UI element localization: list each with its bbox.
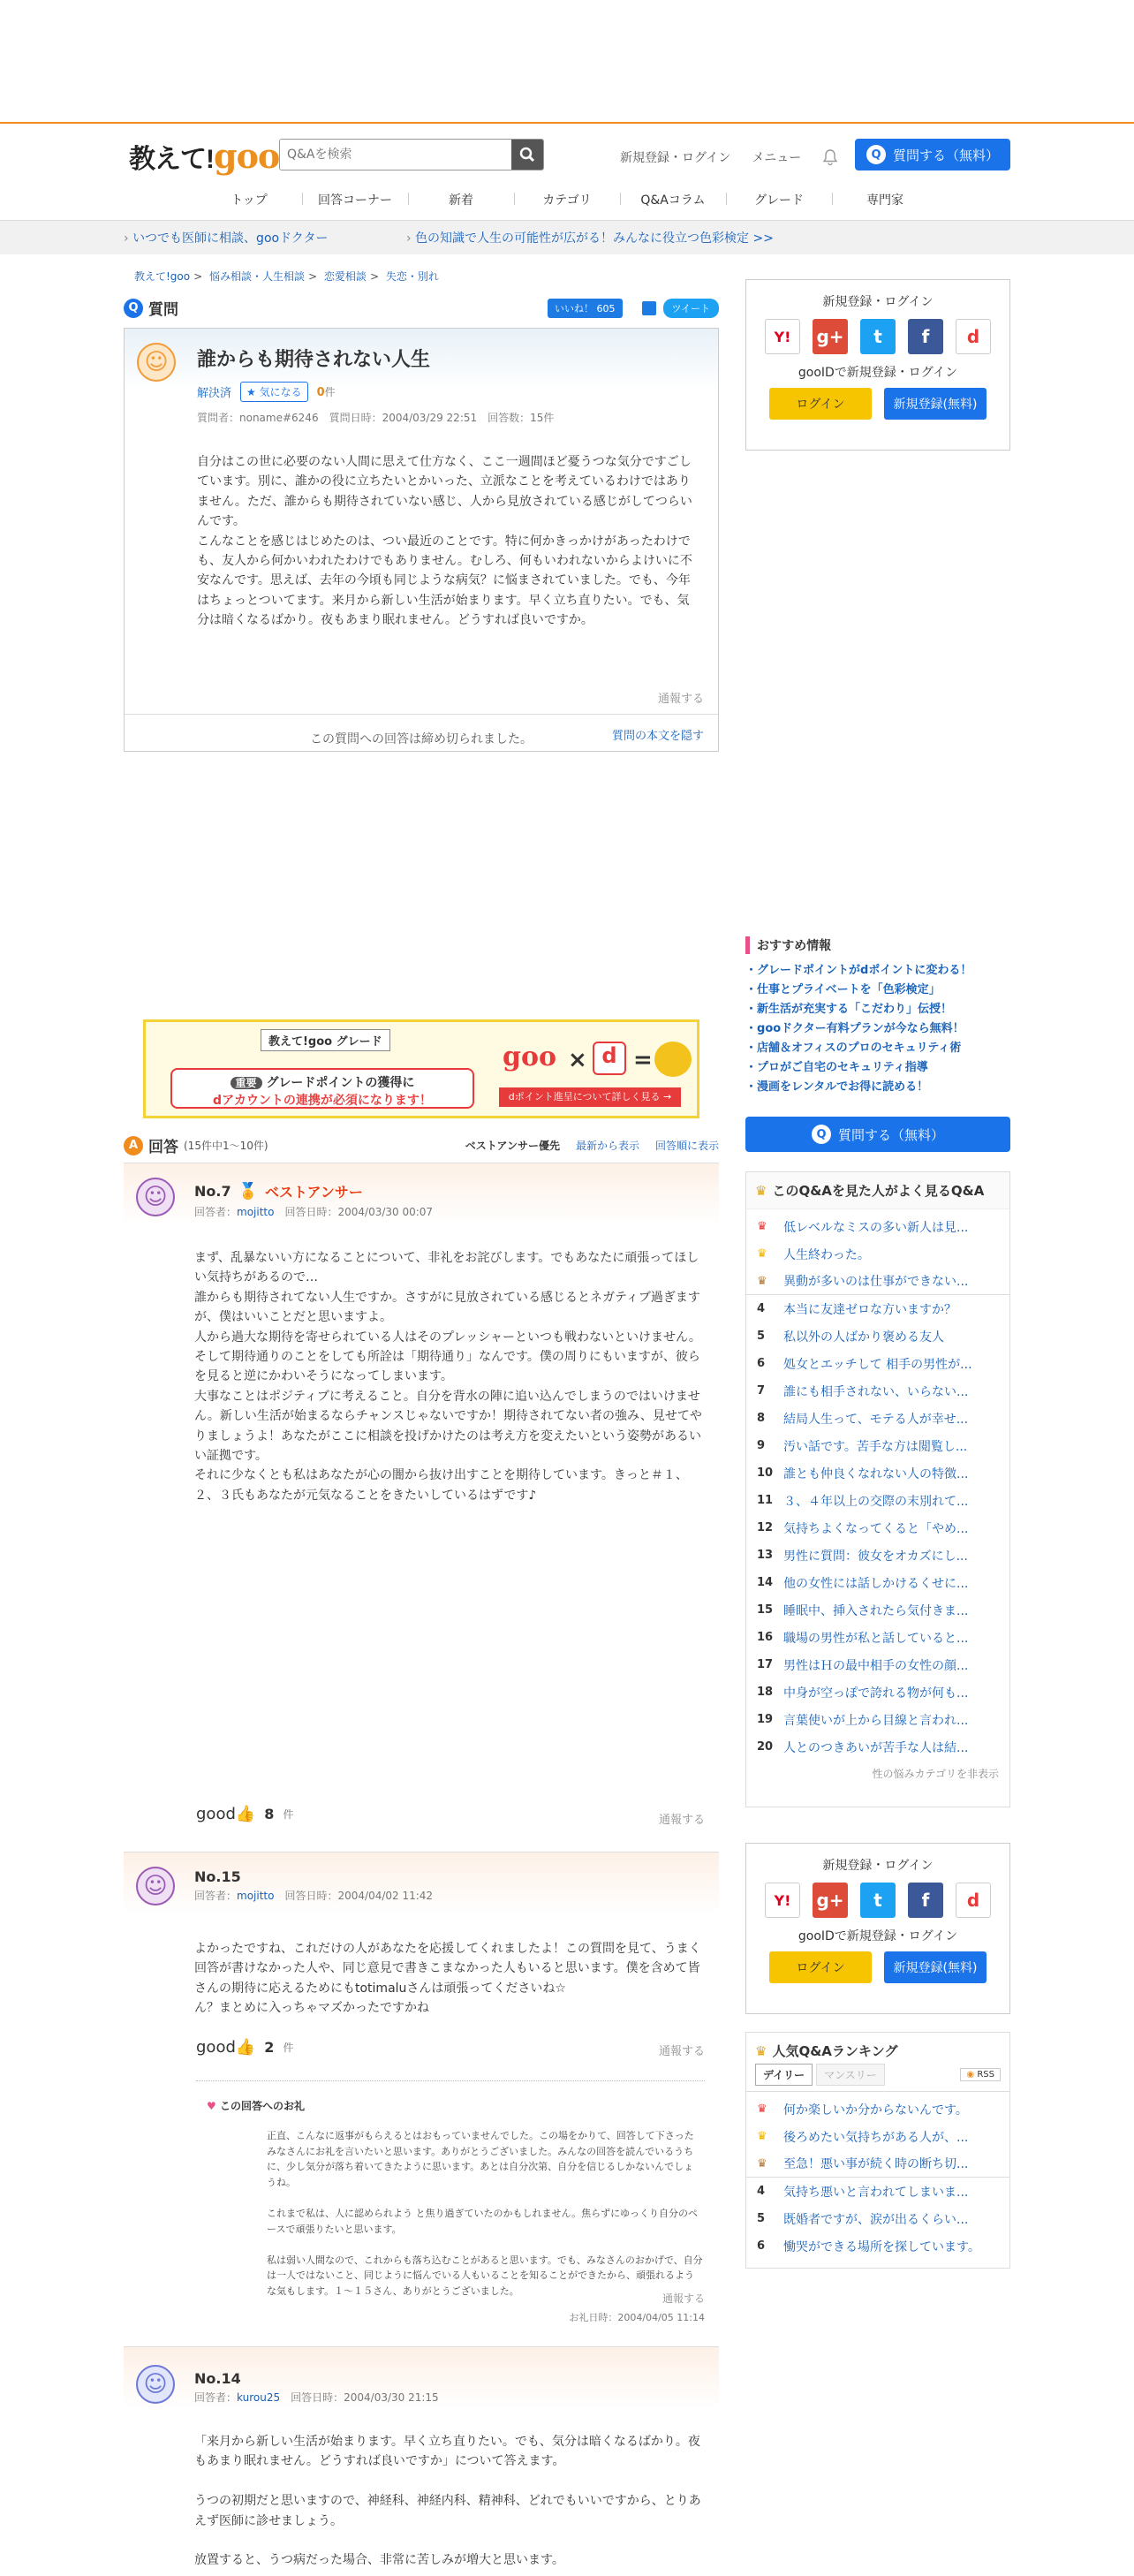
thanks-header: ♥ この回答へのお礼 <box>207 2100 305 2112</box>
answer-icon: A <box>124 1136 143 1155</box>
related-item[interactable]: 19 言葉使いが上から目線と言われ... <box>757 1713 969 1728</box>
question-icon: Q <box>866 145 886 164</box>
bell-icon[interactable] <box>822 148 838 166</box>
heart-icon: ♥ <box>207 2100 216 2112</box>
rank-3-crown-icon: ♛ <box>757 2156 767 2171</box>
crown-icon: ♛ <box>755 2042 767 2059</box>
login-card <box>745 1843 1010 2014</box>
related-item[interactable]: ♛ 低レベルなミスの多い新人は見... <box>757 1220 969 1235</box>
good-button[interactable]: good👍 <box>196 1805 256 1823</box>
register-login-link[interactable]: 新規登録・ログイン <box>620 151 731 165</box>
rank-1-crown-icon: ♛ <box>757 1220 767 1233</box>
related-item[interactable]: ♛ 異動が多いのは仕事ができない... <box>746 1268 1009 1295</box>
rank-1-crown-icon: ♛ <box>757 2102 767 2116</box>
watch-button[interactable]: ★ 気になる <box>240 382 308 402</box>
sort-new[interactable]: 最新から表示 <box>575 1140 639 1152</box>
ranking-item[interactable]: ♛ 至急！悪い事が続く時の断ち切... <box>746 2150 1009 2178</box>
sidebar-ask-button[interactable]: Q 質問する（無料） <box>745 1117 1010 1152</box>
related-item[interactable]: 17 男性はＨの最中相手の女性の顔... <box>757 1658 969 1673</box>
breadcrumb-item[interactable]: 恋愛相談 <box>323 270 367 283</box>
like-button[interactable]: いいね！ 605 <box>548 299 623 318</box>
user-avatar: ☺ <box>136 1867 175 1905</box>
answer-number: No.7 <box>194 1183 231 1200</box>
sort-best[interactable]: ベストアンサー優先 <box>465 1140 560 1152</box>
login-title: 新規登録・ログイン <box>822 1859 934 1873</box>
nav-expert[interactable]: 専門家 <box>832 177 938 220</box>
hide-category-link[interactable]: 性の悩みカテゴリを非表示 <box>872 1768 999 1780</box>
twitter-icon[interactable]: t <box>860 319 896 354</box>
site-header <box>0 122 1134 177</box>
related-item[interactable]: ♛ 人生終わった。 <box>757 1247 870 1262</box>
login-card <box>745 279 1010 451</box>
ranking-item[interactable]: 5 既婚者ですが、涙が出るくらい... <box>757 2212 969 2227</box>
grade-banner[interactable]: 教えて!goo グレード 重要 グレードポイントの獲得に dアカウントの連携が必須になります！ goo × d = dポイント進呈について詳しく見る → <box>143 1019 699 1118</box>
recommend-link[interactable]: ・新生活が充実する「こだわり」伝授！ <box>745 1003 953 1016</box>
question-box: ☺ 誰からも期待されない人生 解決済 ★ 気になる 0件 質問者：noname#6246 質問日時：2004/03/29 22:51 回答数：15件 自分はこの世に必要のない人間に思えて仕方なく、ここ一週間ほど憂うつな気分ですごしています。別に、誰かの役に立ちたいとかいった、立派なことを考えているわけではありません。ただ、誰からも期待されていない感じ、人から見放されている感じがしてつらいんです。 こんなことを感じはじめたのは、つい最近のことです。特に何かきっかけがあったわけでも、友人から何かいわれたわけでもありません。むしろ、何もいわれないからよけいに不安なんです。思えば、去年の今頃も同じような病気？に悩まされていました。でも、今年はちょっとついてます。来月から新しい生活が始まります。早く立ち直りたい。でも、気分は暗くなるばかり。夜もあまり眠れません。どうすれば良いですか。 通報する この質問への回答は締め切られました。 質問の本文を隠す <box>124 328 719 752</box>
yahoo-icon[interactable]: Y! <box>765 1883 800 1918</box>
recommend-link[interactable]: ・グレードポイントがdポイントに変わる！ <box>745 964 972 977</box>
question-meta: 質問者：noname#6246 質問日時：2004/03/29 22:51 回答数：15件 <box>197 412 555 424</box>
rank-2-crown-icon: ♛ <box>757 1247 767 1261</box>
related-item[interactable]: 20 人とのつきあいが苦手な人は結... <box>757 1740 969 1755</box>
report-link[interactable]: 通報する <box>662 2292 705 2305</box>
nav-top[interactable]: トップ <box>231 193 268 208</box>
rss-button[interactable]: ◉ RSS <box>960 2068 1001 2081</box>
user-avatar: ☺ <box>137 343 176 382</box>
docomo-icon[interactable]: d <box>956 319 991 354</box>
yahoo-icon[interactable]: Y! <box>765 319 800 354</box>
related-item[interactable]: 11 ３、４年以上の交際の末別れて... <box>757 1494 969 1509</box>
user-avatar: ☺ <box>136 2365 175 2404</box>
tab-monthly[interactable]: マンスリー <box>816 2064 885 2086</box>
crown-icon: ♛ <box>755 1182 767 1199</box>
related-qa-box: ♛ このQ&Aを見た人がよく見るQ&A ♛ 低レベルなミスの多い新人は見... ♛ 人生終わった。 ♛ 異動が多いのは仕事ができない... 4 本当に友達ゼロな方いますか？ 5 私以外の人ばかり褒める友人 6 処女とエッチして 相手の男性が... 7 誰にも相手されない、いらない... 8 結局人生って、モテる人が幸せ... 9 汚い話です。苦手な方は閲覧し... 10 誰とも仲良くなれない人の特徴... 11 ３、４年以上の交際の末別れて... 12 気持ちよくなってくると「やめ... 13 男性に質問：彼女をオカズにし... 14 他の女性には話しかけるくせに... 15 睡眠中、挿入されたら気付きま... 16 職場の男性が私と話していると... 17 男性はＨの最中相手の女性の顔... 18 中身が空っぽで誇れる物が何も... 19 言葉使いが上から目線と言われ... 20 人とのつきあいが苦手な人は結... 性の悩みカテゴリを非表示 <box>745 1171 1010 1807</box>
question-icon: Q <box>812 1125 831 1144</box>
related-item[interactable]: 13 男性に質問：彼女をオカズにし... <box>757 1549 968 1564</box>
breadcrumb-item[interactable]: 失恋・別れ <box>385 270 439 283</box>
login-button[interactable]: ログイン <box>769 1951 872 1983</box>
rss-icon: ◉ <box>966 2070 975 2080</box>
goo-logo: goo <box>503 1042 556 1072</box>
answerer-link[interactable]: mojitto <box>237 1890 275 1902</box>
answer-card: ☺ No.15 回答者：mojitto 回答日時：2004/04/02 11:42 よかったですね、これだけの人があなたを応援してくれましたよ！この質問を見て、うまく回答が書けなかった人や、同じ意見で書きこまなかった人もいると思います。僕を含めて皆さんの期待に応えるためにもtotimaluさんは頑張ってくださいね☆ ん？まとめに入っちゃマズかったですかね good👍 2 件 通報する ♥ この回答へのお礼 正直、こんなに返事がもらえるとはおもっていませんでした。この場をかりて、回答して下さったみなさんにお礼を言いたいと思います。ありがとうございました。みんなの回答を読んでいるうちに、少し気分が落ち着いてきたように思います。あとは自分次第、自分を信じるしかないんでしょうね。 これまで私は、人に認められよう と焦り過ぎていたのかもしれません。焦らずにゆっくり自分のペースで頑張りたいと思います。 私は弱い人間なので、これからも落ち込むことがあると思います。でも、みなさんのおかげで、自分は一人ではないこと、同じように悩んでいる人もいることを知ることができたから、頑張れるような気もします。１～１５さん、ありがとうございました。 通報する お礼日時：2004/04/05 11:14 <box>124 1852 719 2329</box>
search-button[interactable] <box>511 140 543 170</box>
closed-notice: この質問への回答は締め切られました。 <box>310 732 533 746</box>
facebook-icon[interactable]: f <box>908 1883 943 1918</box>
resolved-status: 解決済 <box>197 387 232 400</box>
related-item[interactable]: 4 本当に友達ゼロな方いますか？ <box>757 1302 956 1317</box>
dpoint-icon: d <box>593 1042 626 1075</box>
main-nav <box>0 177 1134 221</box>
answer-number: No.14 <box>194 2370 241 2387</box>
related-item[interactable]: 8 結局人生って、モテる人が幸せ... <box>757 1412 969 1427</box>
watch-count: 0 <box>316 386 325 399</box>
menu-link[interactable]: メニュー <box>752 151 802 165</box>
ranking-item[interactable]: ♛ 後ろめたい気持ちがある人が、... <box>757 2130 969 2145</box>
tweet-button[interactable]: ツイート <box>663 299 719 318</box>
related-item[interactable]: 5 私以外の人ばかり褒める友人 <box>757 1330 944 1345</box>
gooid-title: gooIDで新規登録・ログイン <box>798 366 958 380</box>
related-item[interactable]: 9 汚い話です。苦手な方は閲覧し... <box>757 1439 968 1454</box>
answer-body: 「来月から新しい生活が始まります。早く立ち直りたい。でも、気分は暗くなるばかり。夜もあまり眠れません。どうすれば良いですか」について答えます。 うつの初期だと思いますので、神経科、神経内科、精神科、どれでもいいですから、とりあえず医師に診せましょう。 放置すると、うつ病だった場合、非常に苦しみが増大と思います。 <box>194 2435 701 2568</box>
nav-answer-corner[interactable]: 回答コーナー <box>302 177 408 220</box>
related-item[interactable]: 12 気持ちよくなってくると「やめ... <box>757 1521 969 1536</box>
rank-2-crown-icon: ♛ <box>757 2130 767 2143</box>
register-button[interactable]: 新規登録(無料) <box>884 1951 987 1983</box>
coins-icon <box>654 1042 692 1077</box>
rank-3-crown-icon: ♛ <box>757 1274 767 1288</box>
tab-daily[interactable]: デイリー <box>755 2064 813 2086</box>
grade-logo: 教えて!goo グレード <box>261 1029 390 1051</box>
good-count: 2 <box>264 2039 275 2056</box>
answer-number: No.15 <box>194 1868 241 1885</box>
question-section-header: Q 質問 <box>124 297 178 319</box>
ranking-box: ♛ 人気Q&Aランキング デイリー マンスリー ◉ RSS ♛ 何か楽しいか分からないんです。 ♛ 後ろめたい気持ちがある人が、... ♛ 至急！悪い事が続く時の断ち切... 4 気持ち悪いと言われてしまいま... 5 既婚者ですが、涙が出るくらい... 6 慟哭ができる場所を探しています。 <box>745 2032 1010 2269</box>
top-ad-space <box>0 0 1134 122</box>
login-button[interactable]: ログイン <box>769 388 872 420</box>
search-box <box>279 139 544 170</box>
facebook-icon[interactable]: f <box>908 319 943 354</box>
register-button[interactable]: 新規登録(無料) <box>884 388 987 420</box>
gooid-title: gooIDで新規登録・ログイン <box>798 1929 958 1943</box>
answer-body: まず、乱暴ないい方になることについて、非礼をお詫びします。でもあなたに頑張ってほしい気持ちがあるので… 誰からも期待されてない人生ですか。さすがに見放されている感じるとネガティブ過ぎますが、僕はいいことだと思いますよ。 人から過大な期待を寄せられている人はそのプレッシャーといつも戦わないといけません。そして期待通りのことをしても所詮は「期待通り」なんです。僕の周りにもいますが、彼らを見ると逆にかわいそうになってしまいます。 大事なことはポジティブに考えること。自分を背水の陣に追い込んでしまうのではいけません。新しい生活が始まるならチャンスじゃないですか！期待されてない者の強み、見せてやりましょうよ！あなたがここに相談を投げかけたのは考え方を変えたいという姿勢があるいい証拠です。 それに少なくとも私はあなたが心の闇から抜け出すことを期待しています。きっと＃１、２、３氏もあなたが元気なることをきたいしているはずです♪ <box>194 1251 702 1503</box>
bookmark-icon[interactable] <box>642 301 656 315</box>
breadcrumb-item[interactable]: 悩み相談・人生相談 <box>209 270 306 283</box>
best-answer-icon: 🏅 <box>238 1182 259 1201</box>
user-avatar: ☺ <box>136 1178 175 1216</box>
recommend-link[interactable]: ・店舗＆オフィスのプロのセキュリティ術 <box>745 1042 962 1055</box>
thanks-date: お礼日時：2004/04/05 11:14 <box>569 2312 705 2323</box>
question-title: 誰からも期待されない人生 <box>197 349 431 371</box>
question-icon: Q <box>124 299 143 318</box>
answer-card: ☺ No.14 回答者：kurou25 回答日時：2004/03/30 21:15 「来月から新しい生活が始まります。早く立ち直りたい。でも、気分は暗くなるばかり。夜もあまり眠れません。どうすれば良いですか」について答えます。 うつの初期だと思いますので、神経科、神経内科、精神科、どれでもいいですから、とりあえず医師に診せましょう。 放置すると、うつ病だった場合、非常に苦しみが増大と思います。 <box>124 2346 719 2576</box>
sort-order[interactable]: 回答順に表示 <box>654 1140 719 1152</box>
login-title: 新規登録・ログイン <box>822 295 934 309</box>
breadcrumb-item[interactable]: 教えて!goo <box>134 270 191 283</box>
google-icon[interactable]: g+ <box>813 1883 848 1918</box>
dpoint-detail-button[interactable]: dポイント進呈について詳しく見る → <box>499 1087 681 1107</box>
related-item[interactable]: 18 中身が空っぽで誇れる物が何も... <box>757 1686 969 1701</box>
report-link[interactable]: 通報する <box>658 1814 705 1827</box>
related-item[interactable]: 10 誰とも仲良くなれない人の特徴... <box>757 1466 969 1481</box>
nav-new[interactable]: 新着 <box>408 177 514 220</box>
related-item[interactable]: 7 誰にも相手されない、いらない... <box>757 1384 969 1399</box>
docomo-icon[interactable]: d <box>956 1883 991 1918</box>
google-icon[interactable]: g+ <box>813 319 848 354</box>
related-item[interactable]: 14 他の女性には話しかけるくせに... <box>757 1576 969 1591</box>
site-logo[interactable]: 教えて!goo <box>129 136 280 176</box>
recommend-link[interactable]: ・漫画をレンタルでお得に読める！ <box>745 1080 929 1094</box>
related-item[interactable]: 6 処女とエッチして 相手の男性が... <box>757 1357 972 1372</box>
related-item[interactable]: 16 職場の男性が私と話していると... <box>757 1631 969 1646</box>
promo-bar <box>0 221 1134 254</box>
recommend-title: おすすめ情報 <box>745 936 1010 954</box>
recommend-link[interactable]: ・プロがご自宅のセキュリティ指導 <box>745 1061 928 1074</box>
search-icon <box>519 147 535 163</box>
answerer-link[interactable]: mojitto <box>237 1206 275 1218</box>
recommend-link[interactable]: ・gooドクター有料プランが今なら無料！ <box>745 1022 964 1035</box>
report-link[interactable]: 通報する <box>658 2045 705 2058</box>
twitter-icon[interactable]: t <box>860 1883 896 1918</box>
thanks-body: 正直、こんなに返事がもらえるとはおもっていませんでした。この場をかりて、回答して下さったみなさんにお礼を言いたいと思います。ありがとうございました。みんなの回答を読んでいるうちに、少し気分が落ち着いてきたように思います。あとは自分次第、自分を信じるしかないんでしょうね。 これまで私は、人に認められよう と焦り過ぎていたのかもしれません。焦らずにゆっくり自分のペースで頑張りたいと思います。 私は弱い人間なので、これからも落ち込むことがあると思います。でも、みなさんのおかげで、自分は一人ではないこと、同じように悩んでいる人もいることを知ることができたから、頑張れるような気もします。１～１５さん、ありがとうございました。 <box>267 2130 703 2297</box>
answer-body: よかったですね、これだけの人があなたを応援してくれましたよ！この質問を見て、うまく回答が書けなかった人や、同じ意見で書きこまなかった人もいると思います。僕を含めて皆さんの期待に応えるためにもtotimaluさんは頑張ってくださいね☆ ん？まとめに入っちゃマズかったですかね <box>194 1942 701 2016</box>
answers-section-header: A 回答 (15件中1～10件) <box>124 1134 268 1156</box>
nav-category[interactable]: カテゴリ <box>514 177 620 220</box>
report-link[interactable]: 通報する <box>657 693 704 706</box>
ranking-item[interactable]: 4 気持ち悪いと言われてしまいま... <box>757 2185 969 2200</box>
question-body: 自分はこの世に必要のない人間に思えて仕方なく、ここ一週間ほど憂うつな気分ですごしています。別に、誰かの役に立ちたいとかいった、立派なことを考えているわけではありません。ただ、誰からも期待されていない感じ、人から見放されている感じがしてつらいんです。 こんなことを感じはじめたのは、つい最近のことです。特に何かきっかけがあったわけでも、友人から何かいわれたわけでもありません。むしろ、何もいわれないからよけいに不安なんです。思えば、去年の今頃も同じような病気？に悩まされていました。でも、今年はちょっとついてます。来月から新しい生活が始まります。早く立ち直りたい。でも、気分は暗くなるばかり。夜もあまり眠れません。どうすれば良いですか。 <box>197 455 692 628</box>
nav-grade[interactable]: グレード <box>726 177 832 220</box>
best-answer-label: ベストアンサー <box>265 1184 363 1201</box>
answer-card: ☺ No.7 🏅 ベストアンサー 回答者：mojitto 回答日時：2004/03/30 00:07 まず、乱暴ないい方になることについて、非礼をお詫びします。でもあなたに頑張ってほしい気持ちがあるので… 誰からも期待されてない人生ですか。さすがに見放されている感じるとネガティブ過ぎますが、僕はいいことだと思いますよ。 人から過大な期待を寄せられている人はそのプレッシャーといつも戦わないといけません。そして期待通りのことをしても所詮は「期待通り」なんです。僕の周りにもいますが、彼らを見ると逆にかわいそうになってしまいます。 大事なことはポジティブに考えること。自分を背水の陣に追い込んでしまうのではいけません。新しい生活が始まるならチャンスじゃないですか！期待されてない者の強み、見せてやりましょうよ！あなたがここに相談を投げかけたのは考え方を変えたいという姿勢があるいい証拠です。 それに少なくとも私はあなたが心の闇から抜け出すことを期待しています。きっと＃１、２、３氏もあなたが元気なることをきたいしているはずです♪ good👍 8 件 通報する <box>124 1163 719 1852</box>
hide-body-link[interactable]: 質問の本文を隠す <box>611 730 704 743</box>
nav-column[interactable]: Q&Aコラム <box>620 177 726 220</box>
main-column <box>124 297 719 2568</box>
ranking-item[interactable]: 6 慟哭ができる場所を探しています。 <box>757 2239 980 2254</box>
answerer-link[interactable]: kurou25 <box>237 2391 281 2404</box>
ranking-item[interactable]: ♛ 何か楽しいか分からないんです。 <box>757 2102 968 2118</box>
promo-link-doctor[interactable]: › いつでも医師に相談、gooドクター <box>124 229 406 246</box>
important-tag: 重要 <box>231 1077 262 1089</box>
breadcrumb: 教えて!goo > 悩み相談・人生相談 > 恋愛相談 > 失恋・別れ <box>134 270 439 283</box>
promo-link-color[interactable]: › 色の知識で人生の可能性が広がる！みんなに役立つ色彩検定 >> <box>406 229 774 246</box>
recommend-box <box>745 936 1010 1097</box>
ask-question-button[interactable]: Q 質問する（無料） <box>855 139 1010 170</box>
good-count: 8 <box>264 1806 275 1822</box>
recommend-link[interactable]: ・仕事とプライベートを「色彩検定」 <box>745 983 941 996</box>
search-input[interactable] <box>280 140 511 170</box>
good-button[interactable]: good👍 <box>196 2038 256 2057</box>
related-item[interactable]: 15 睡眠中、挿入されたら気付きま... <box>757 1603 969 1618</box>
